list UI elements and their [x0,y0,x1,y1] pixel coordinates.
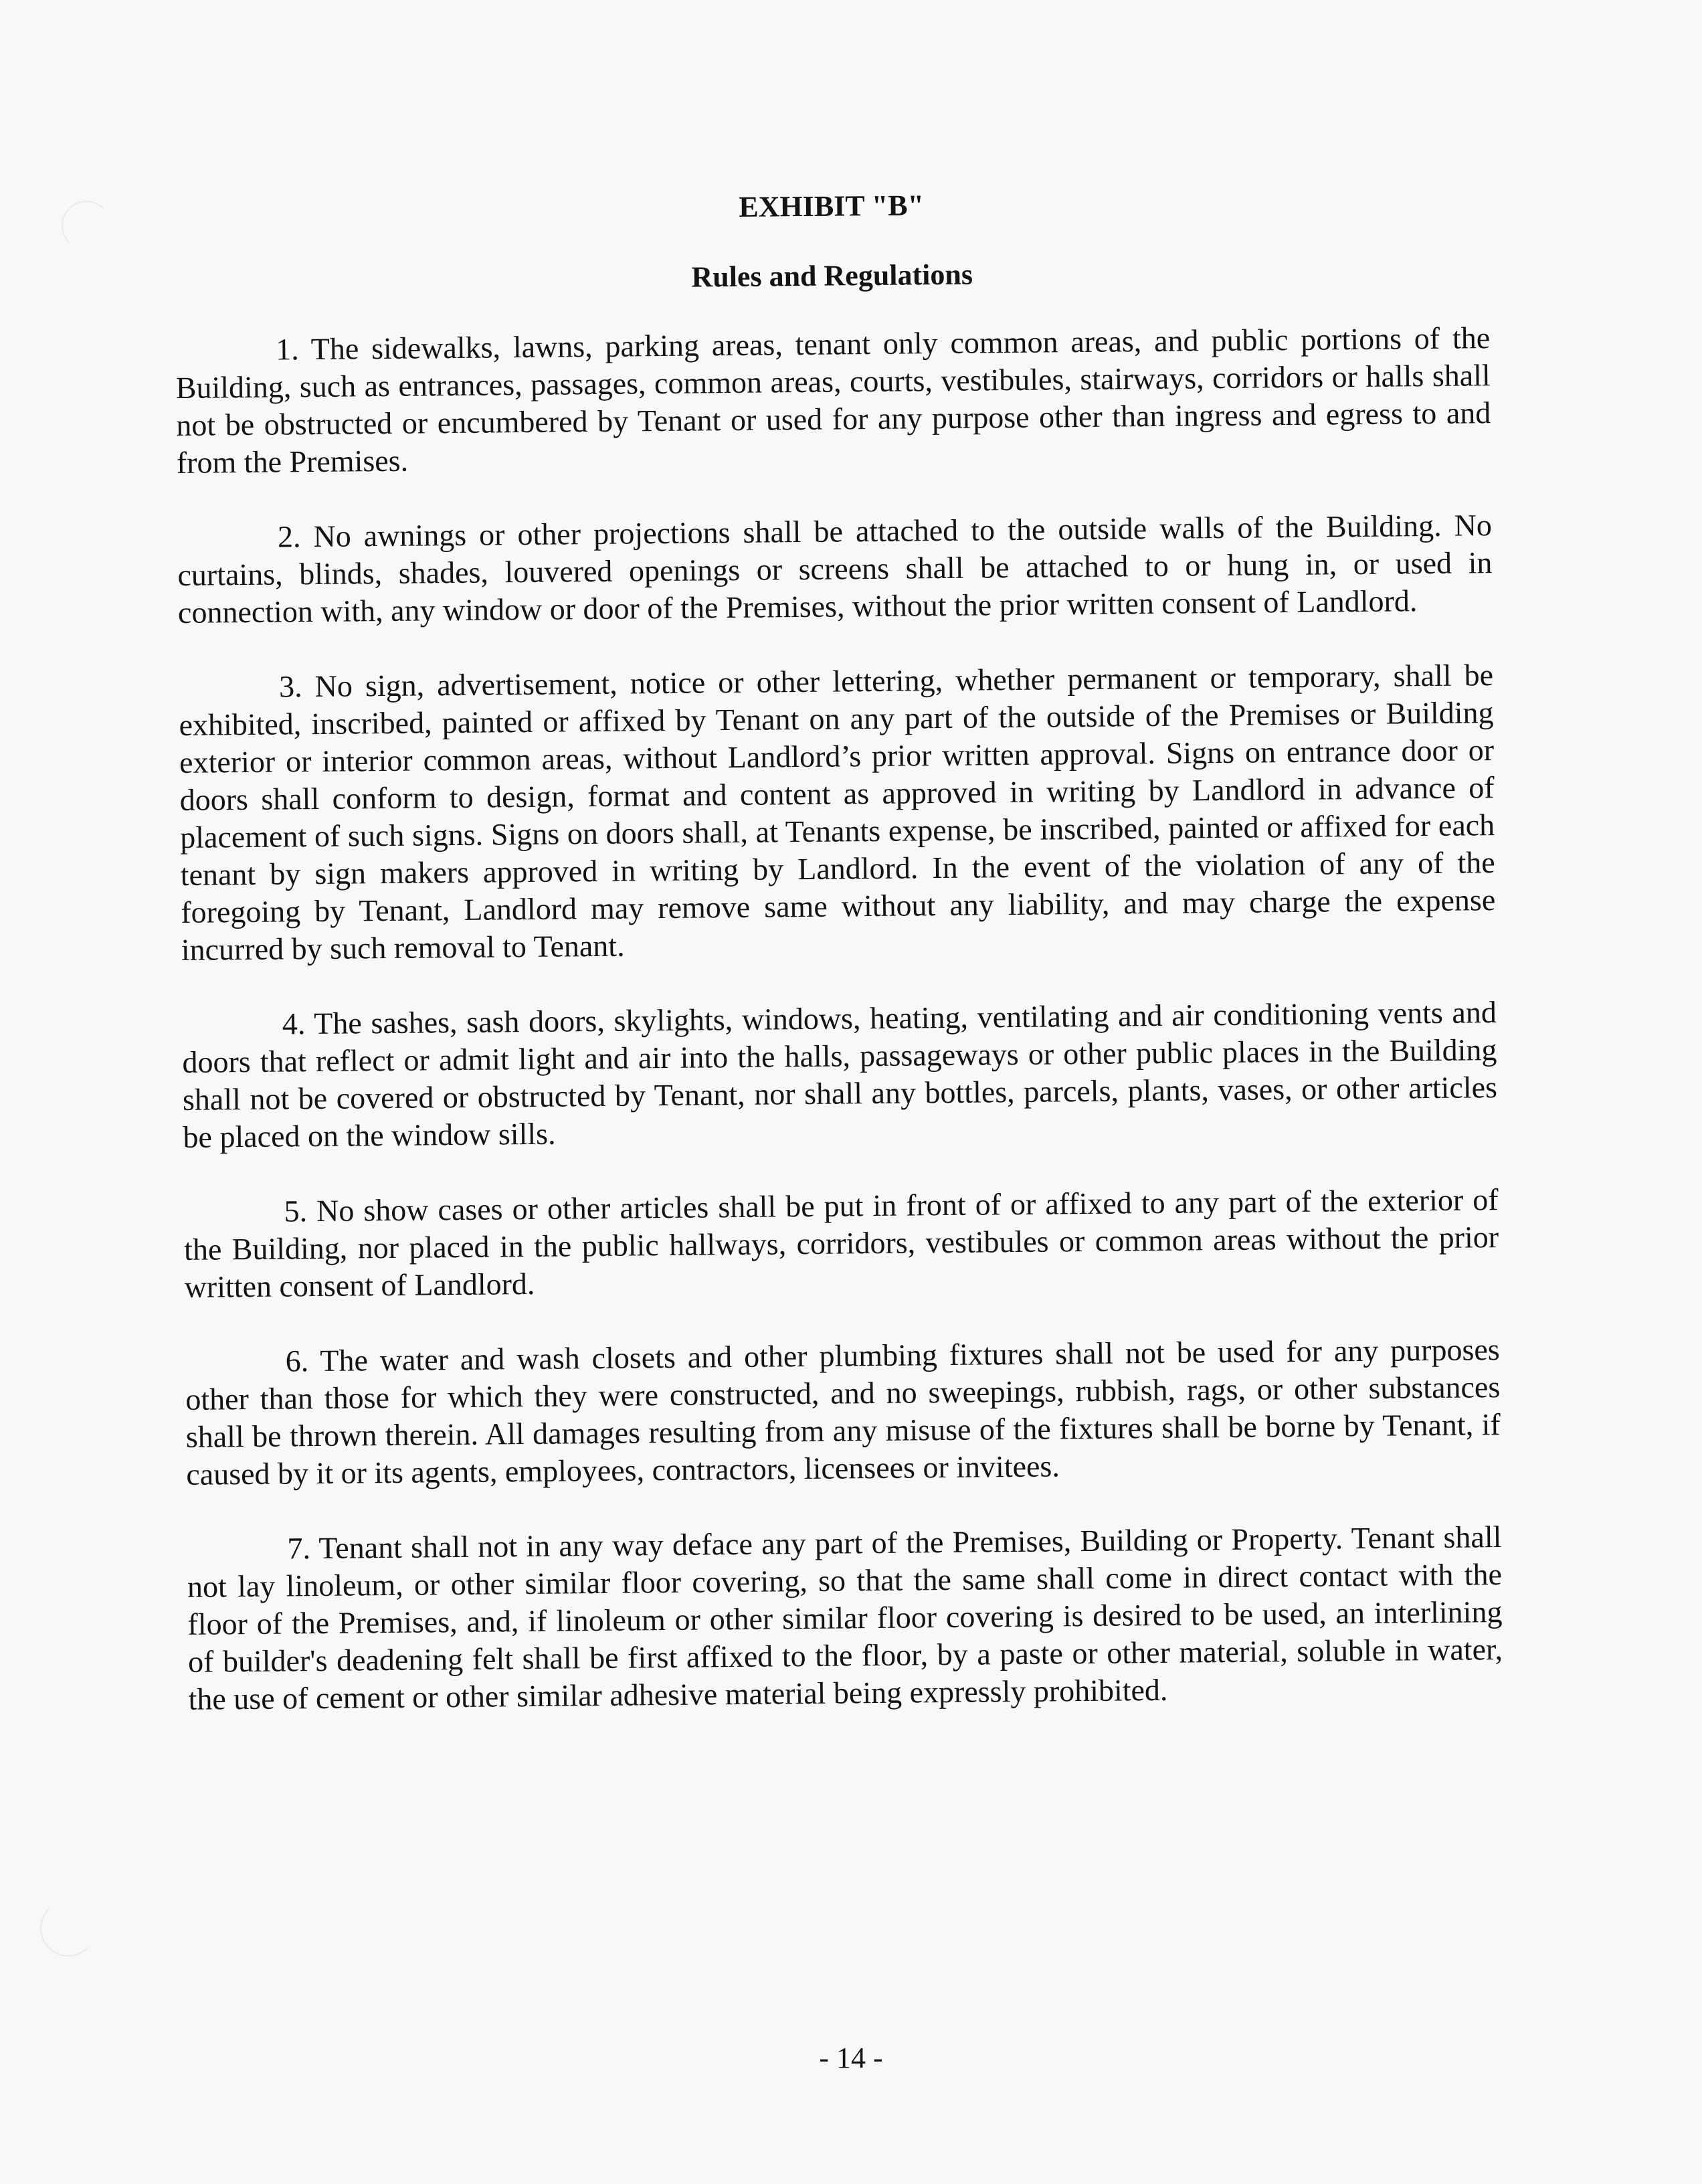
rule-paragraph-4: 4. The sashes, sash doors, skylights, windows, heating, ventilating and air conditioning vents and doors that reflect or admit light and air into the halls, passageways or other public places in the Building shall not be covered or obstructed by Tenant, nor shall any bottles, parcels, plants, vases, or other articles be placed on the window sills. [182,995,1498,1154]
rule-paragraph-6: 6. The water and wash closets and other plumbing fixtures shall not be used for any purposes other than those for which they were constructed, and no sweepings, rubbish, rags, or other substances shall be thrown therein. All damages resulting from any misuse of the fixtures shall be borne by Tenant, if caused by it or its agents, employees, contractors, licensees or invitees. [185,1332,1501,1491]
rule-paragraph-1: 1. The sidewalks, lawns, parking areas, tenant only common areas, and public portions of the Building, such as entrances, passages, common areas, courts, vestibules, stairways, corridors or halls shall not be obstructed or encumbered by Tenant or used for any purpose other than ingress and egress to and from the Premises. [175,321,1491,480]
rule-paragraph-7: 7. Tenant shall not in any way deface any part of the Premises, Building or Property. Tenant shall not lay linoleum, or other similar floor covering, so that the same shall come in direct contact with the floor of the Premises, and, if linoleum or other similar floor covering is desired to be used, an interlining of builder's deadening felt shall be first affixed to the floor, by a paste or other material, soluble in water, the use of cement or other similar adhesive material being expressly prohibited. [187,1520,1503,1716]
rule-paragraph-5: 5. No show cases or other articles shall be put in front of or affixed to any part of the exterior of the Building, nor placed in the public hallways, corridors, vestibules or common areas without the prior written consent of Landlord. [183,1182,1499,1304]
rule-paragraph-3: 3. No sign, advertisement, notice or other lettering, whether permanent or temporary, shall be exhibited, inscribed, painted or affixed by Tenant on any part of the outside of the Premises or Building exterior or interior common areas, without Landlord’s prior written approval. Signs on entrance door or doors shall conform to design, format and content as approved in writing by Landlord in advance of placement of such signs. Signs on doors shall, at Tenants expense, be inscribed, painted or affixed for each tenant by sign makers approved in writing by Landlord. In the event of the violation of any of the foregoing by Tenant, Landlord may remove same without any liability, and may charge the expense incurred by such removal to Tenant. [179,658,1496,967]
scan-artifact-top [62,201,111,250]
rules-subtitle: Rules and Regulations [691,258,973,294]
page-number: - 14 - [819,2041,883,2074]
scan-artifact-bottom [40,1900,96,1956]
exhibit-title: EXHIBIT "B" [739,189,925,223]
rule-paragraph-2: 2. No awnings or other projections shall be attached to the outside walls of the Building. No curtains, blinds, shades, louvered openings or screens shall be attached to or hung in, or used in connection with, any window or door of the Premises, without the prior written consent of Landlord. [177,508,1493,630]
document-body [174,181,1503,1756]
